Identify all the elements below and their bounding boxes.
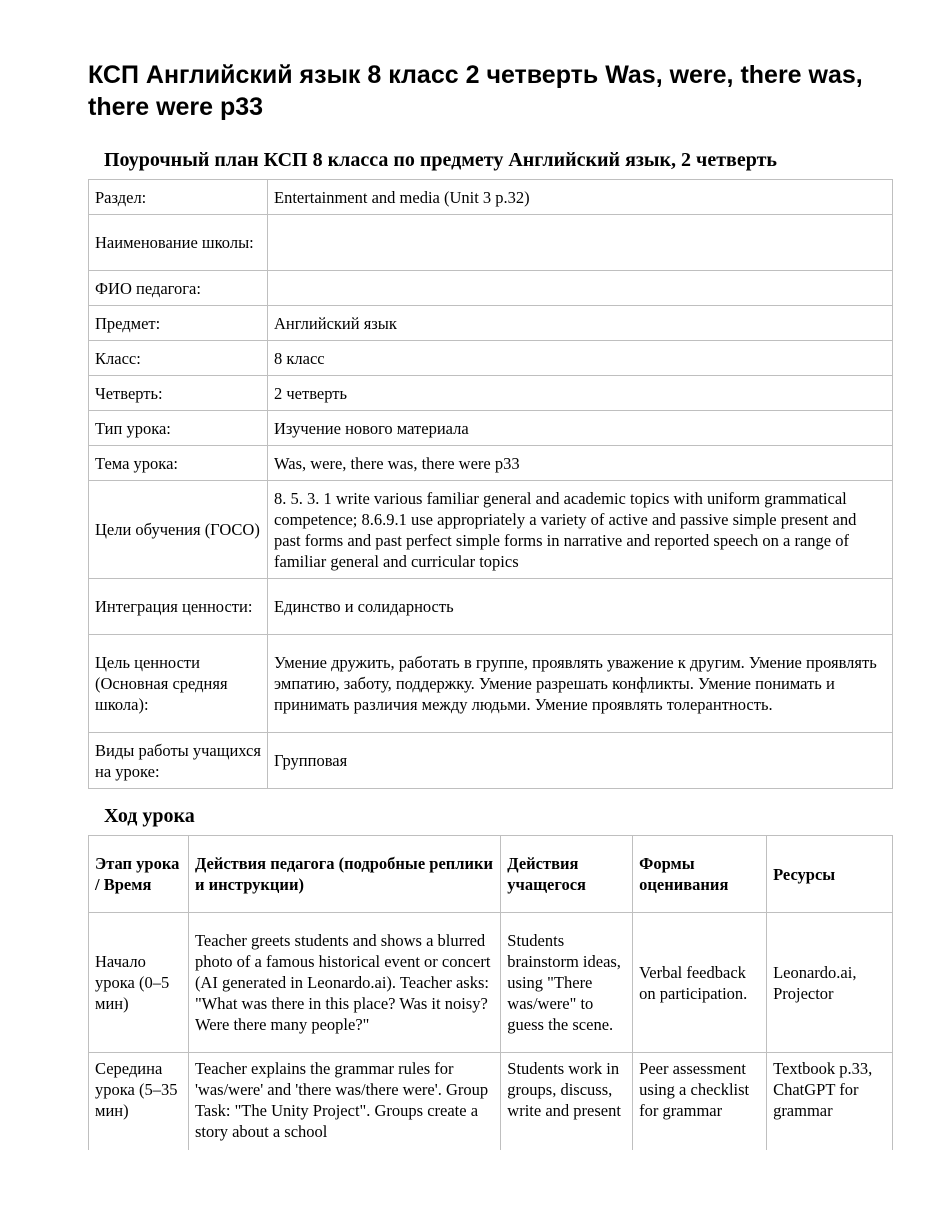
info-value xyxy=(268,271,893,306)
table-row xyxy=(89,215,893,271)
info-key: Цель ценности (Основная средняя школа): xyxy=(89,635,268,733)
table-row xyxy=(89,579,893,635)
table-cell: Teacher explains the grammar rules for 'was/were' and 'there was/there were'. Group Task: "The Unity Project". Groups create a story about a school xyxy=(188,1053,500,1151)
column-header: Действия учащегося xyxy=(501,836,633,913)
info-value: Entertainment and media (Unit 3 p.32) xyxy=(268,180,893,215)
table-row xyxy=(89,481,893,579)
table-row xyxy=(89,376,893,411)
table-row xyxy=(89,411,893,446)
table-row xyxy=(89,733,893,789)
info-key: Тема урока: xyxy=(89,446,268,481)
table-row xyxy=(89,306,893,341)
table-header-row xyxy=(89,836,893,913)
info-key: Виды работы учащихся на уроке: xyxy=(89,733,268,789)
info-key: Тип урока: xyxy=(89,411,268,446)
table-row xyxy=(89,446,893,481)
info-key: Раздел: xyxy=(89,180,268,215)
info-value: Единство и солидарность xyxy=(268,579,893,635)
lesson-heading: Ход урока xyxy=(104,805,195,827)
info-value: Групповая xyxy=(268,733,893,789)
column-header: Формы оценивания xyxy=(633,836,767,913)
table-cell: Peer assessment using a checklist for grammar xyxy=(633,1053,767,1151)
plan-heading: Поурочный план КСП 8 класса по предмету Английский язык, 2 четверть xyxy=(104,149,777,171)
info-value: Изучение нового материала xyxy=(268,411,893,446)
info-table xyxy=(88,179,893,789)
info-key: ФИО педагога: xyxy=(89,271,268,306)
info-value: Умение дружить, работать в группе, проявлять уважение к другим. Умение проявлять эмпатию, заботу, поддержку. Умение разрешать конфликты. Умение понимать и принимать различия между людьми. Умение проявлять толерантность. xyxy=(268,635,893,733)
table-cell: Students brainstorm ideas, using "There was/were" to guess the scene. xyxy=(501,913,633,1053)
info-value: 8. 5. 3. 1 write various familiar general and academic topics with uniform grammatical competence; 8.6.9.1 use appropriately a variety of active and passive simple present and past forms and past perfect simple forms in narrative and reported speech on a range of familiar general and curricular topics xyxy=(268,481,893,579)
table-row xyxy=(89,1053,893,1151)
info-key: Четверть: xyxy=(89,376,268,411)
column-header: Действия педагога (подробные реплики и инструкции) xyxy=(188,836,500,913)
info-key: Наименование школы: xyxy=(89,215,268,271)
table-row xyxy=(89,180,893,215)
info-key: Класс: xyxy=(89,341,268,376)
info-value xyxy=(268,215,893,271)
table-cell: Начало урока (0–5 мин) xyxy=(89,913,189,1053)
table-row xyxy=(89,913,893,1053)
table-row xyxy=(89,271,893,306)
table-cell: Teacher greets students and shows a blurred photo of a famous historical event or concert (AI generated in Leonardo.ai). Teacher asks: "What was there in this place? Was it noisy? Were there many people?" xyxy=(188,913,500,1053)
table-cell: Середина урока (5–35 мин) xyxy=(89,1053,189,1151)
info-key: Интеграция ценности: xyxy=(89,579,268,635)
table-cell: Students work in groups, discuss, write and present xyxy=(501,1053,633,1151)
info-key: Цели обучения (ГОСО) xyxy=(89,481,268,579)
info-value: 2 четверть xyxy=(268,376,893,411)
table-cell: Leonardo.ai, Projector xyxy=(767,913,893,1053)
info-value: Was, were, there was, there were p33 xyxy=(268,446,893,481)
table-row xyxy=(89,635,893,733)
lesson-table xyxy=(88,835,893,1150)
info-value: Английский язык xyxy=(268,306,893,341)
info-value: 8 класс xyxy=(268,341,893,376)
column-header: Этап урока / Время xyxy=(89,836,189,913)
info-key: Предмет: xyxy=(89,306,268,341)
table-cell: Textbook p.33, ChatGPT for grammar xyxy=(767,1053,893,1151)
table-cell: Verbal feedback on participation. xyxy=(633,913,767,1053)
table-row xyxy=(89,341,893,376)
lesson-table-wrapper xyxy=(88,835,894,1150)
page-title: КСП Английский язык 8 класс 2 четверть Was, were, there was, there were p33 xyxy=(88,61,863,121)
column-header: Ресурсы xyxy=(767,836,893,913)
